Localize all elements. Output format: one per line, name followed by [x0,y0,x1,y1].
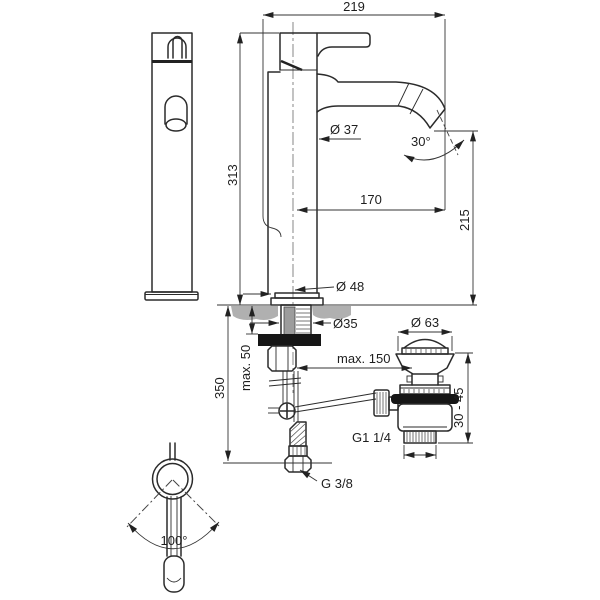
break-mark [269,378,301,381]
top-view-grip [164,556,184,592]
front-base-plate [145,292,198,300]
dim-label-body-diameter: Ø 37 [330,122,359,137]
dim-label-base-diameter: Ø 48 [336,279,365,294]
waste-seat-disc [400,385,450,394]
dim-label-spout-angle: 30° [411,134,431,149]
rubber-washer [258,334,321,346]
waste-gasket [391,394,459,404]
dim-label-shank-diameter: Ø35 [333,316,358,331]
cap-knurl-ticks [406,349,441,353]
dim-label-spout-reach: 170 [360,192,382,207]
swing-limit-left [125,480,172,529]
dim-label-max-waste-distance: max. 150 [337,351,391,366]
phillips-screw-icon [280,404,294,418]
side-spout [317,74,445,128]
side-handle-chamfer [281,61,302,70]
waste-cap-dome [404,340,446,349]
dim-label-outlet-height: 215 [457,209,472,231]
disc-knurl-ticks [404,389,444,393]
deck-section-left [231,306,278,320]
front-lever-arm [165,96,187,124]
faucet-front-view [145,33,198,300]
spout-seam-2 [410,89,423,114]
dim-label-waste-adjust-range: 30 - 45 [451,387,466,428]
dim-label-below-deck-length: 350 [212,377,227,399]
hose-collar [289,446,307,456]
dim-label-waste-cap-diameter: Ø 63 [410,315,440,330]
base-flange [271,298,323,305]
supply-connector [268,371,376,472]
mounting-nut [268,346,296,371]
side-body-left-edge [268,72,280,293]
tailpiece-thread-ticks [407,432,434,442]
side-handle-lever [280,33,370,70]
dim-label-spout-overall: 219 [343,0,365,14]
dim-label-max-deck-thickness: max. 50 [238,344,253,391]
front-lever-end [166,119,186,131]
front-handle-socket [168,38,186,58]
waste-flange-cone [396,354,454,374]
actuator-rod [295,393,376,407]
swing-limit-right [173,480,221,528]
spout-seam-1 [398,83,409,106]
handle-top-view [125,443,221,592]
rod-clamp-knurl [374,390,389,416]
dim-label-waste-thread: G1 1/4 [352,430,392,445]
dimension-annotations [212,0,478,491]
top-view-body-inner [157,464,188,495]
dim-label-handle-swing: 100° [160,533,188,548]
inlet-nut [285,456,311,472]
front-handle-slot [173,37,182,58]
front-body [152,33,192,292]
dim-label-body-height: 313 [225,164,240,186]
front-body-divider [152,60,192,63]
dim-label-inlet-thread: G 3/8 [321,476,353,491]
